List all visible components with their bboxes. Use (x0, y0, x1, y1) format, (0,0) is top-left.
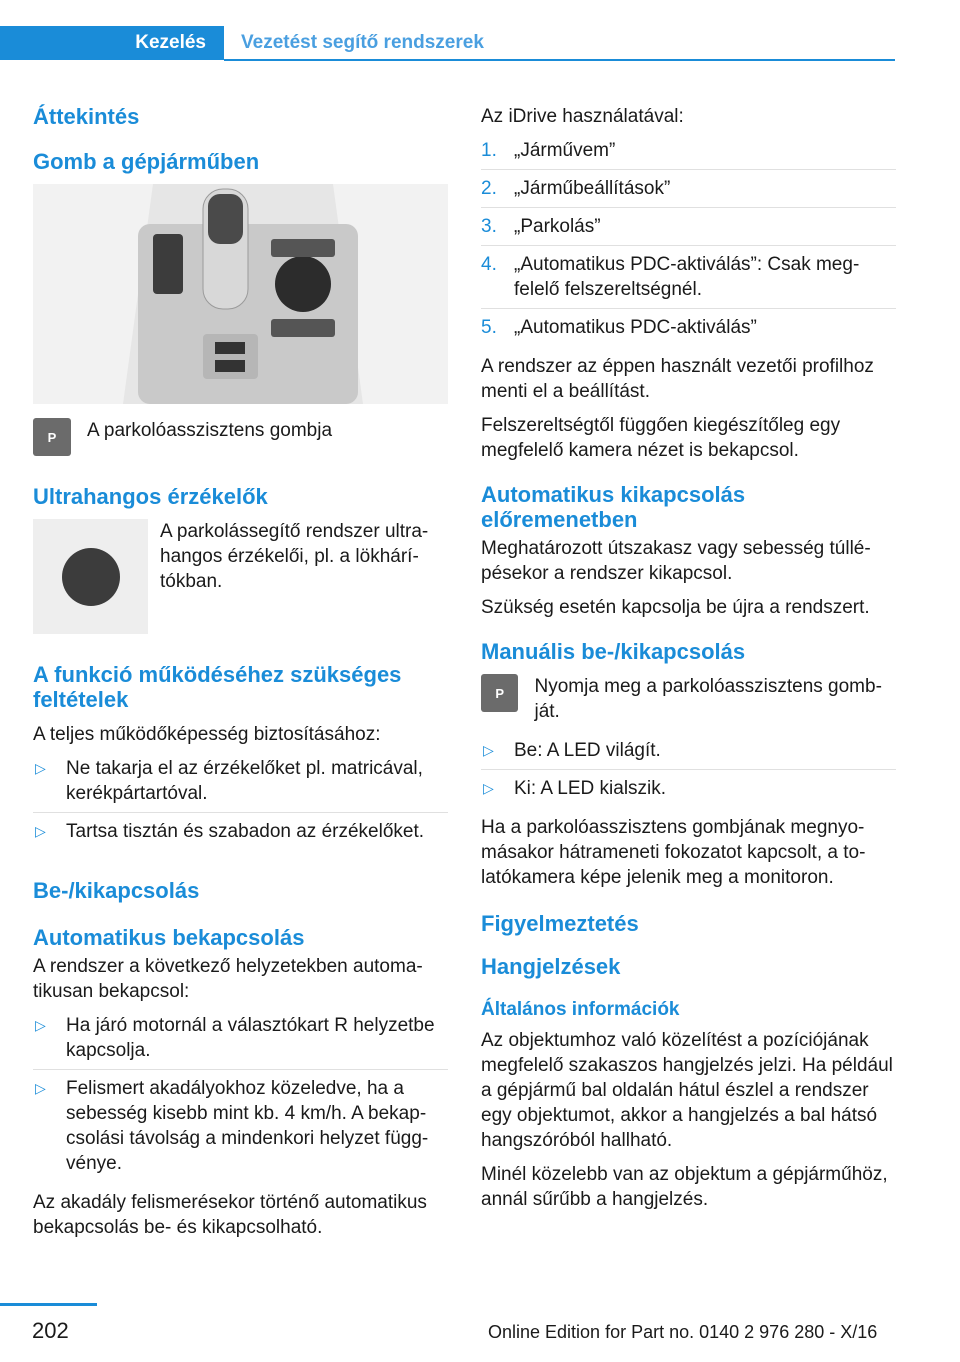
list-item: ▷ Tartsa tisztán és szabadon az érzékelőket. (35, 821, 425, 842)
heading-warning: Figyelmeztetés (481, 911, 639, 936)
sensors-text: A parkolássegítő rendszer ultrahangos érzékelői, pl. a lökhárítókban. (160, 521, 429, 592)
heading-onoff: Be-/kikapcsolás (33, 878, 200, 903)
heading-manual: Manuális be-/kikapcsolás (481, 639, 746, 664)
auto-off-text-2: Szükség esetén kapcsolja be újra a rendszert. (481, 597, 870, 618)
conditions-intro: A teljes működőképesség biztosításához: (33, 724, 381, 745)
list-item: 2. „Járműbeállítások” (481, 176, 896, 208)
auto-on-outro: Az akadály felismerésekor történő automatikus bekapcsolás be- és kikapcsolható. (33, 1192, 427, 1238)
parking-assist-icon: P (481, 674, 518, 712)
list-item: 3. „Parkolás” (481, 214, 896, 246)
list-item: ▷ Ha járó motornál a választókart R helyzetbe kapcsolja. (33, 1013, 448, 1070)
list-item: 1. „Járművem” (481, 138, 896, 170)
heading-overview: Áttekintés (33, 104, 140, 129)
heading-sound: Hangjelzések (481, 954, 621, 979)
manual-row (481, 674, 896, 724)
reverse-text: Ha a parkolóasszisztens gombjának megnyomásakor hátrameneti fokozatot kapcsolt, a tolatókamera képe jelenik meg a monitoron. (481, 817, 866, 888)
idrive-steps (481, 138, 896, 346)
footer-divider (0, 1303, 97, 1306)
conditions-list (33, 756, 448, 850)
tab-kezeles[interactable]: Kezelés (0, 26, 224, 60)
general-text-2: Minél közelebb van az objektum a gépjárműhöz, annál sűrűbb a hangjelzés. (481, 1164, 888, 1210)
left-column (33, 96, 448, 1249)
auto-off-text-1: Meghatározott útszakasz vagy sebesség túllépésekor a rendszer kikapcsol. (481, 538, 871, 584)
heading-conditions: A funkció működéséhez szükséges feltételek (33, 662, 402, 712)
heading-auto-on: Automatikus bekapcsolás (33, 925, 305, 950)
button-caption-row (33, 418, 448, 456)
triangle-bullet-icon: ▷ (35, 823, 46, 839)
sensor-block (33, 519, 448, 634)
triangle-bullet-icon: ▷ (483, 780, 494, 796)
auto-on-intro: A rendszer a következő helyzetekben automatikusan bekapcsol: (33, 956, 423, 1002)
page-number: 202 (32, 1318, 69, 1343)
general-text-1: Az objektumhoz való közelítést a pozíciójának megfelelő szakaszos hangjelzés jelzi. Ha például a gépjármű bal oldalán hátul észlel a rendszer egy objektumot, akkor a hangjelzés a bal hátsó hangszóróból hallható. (481, 1030, 893, 1151)
button-caption: A parkolóasszisztens gombja (87, 420, 333, 441)
heading-general: Általános információk (481, 999, 680, 1020)
header-divider (224, 59, 895, 61)
parking-assist-icon: P (33, 418, 71, 456)
triangle-bullet-icon: ▷ (35, 1080, 46, 1096)
idrive-intro: Az iDrive használatával: (481, 106, 684, 127)
heading-button: Gomb a gépjárműben (33, 149, 260, 174)
list-item: 4. „Automatikus PDC-aktiválás”: Csak megfelelő felszereltségnél. (481, 252, 896, 309)
edition-text: Online Edition for Part no. 0140 2 976 280 - X/16 (488, 1322, 878, 1342)
triangle-bullet-icon: ▷ (35, 1017, 46, 1033)
right-column (481, 96, 896, 1221)
list-item: ▷ Be: A LED világít. (481, 738, 896, 770)
profile-text: A rendszer az éppen használt vezetői profilhoz menti el a beállítást. (481, 356, 874, 402)
triangle-bullet-icon: ▷ (35, 760, 46, 776)
list-item: ▷ Ne takarja el az érzékelőket pl. matricával, kerékpártartóval. (33, 756, 448, 813)
list-item: ▷ Ki: A LED kialszik. (483, 778, 667, 799)
list-item: ▷ Felismert akadályokhoz közeledve, ha a sebesség kisebb mint kb. 4 km/h. A bekapcsolási távolság a mindenkori helyzet függvénye. (35, 1078, 429, 1174)
sensor-dot-icon (62, 548, 120, 606)
triangle-bullet-icon: ▷ (483, 742, 494, 758)
page-header (0, 26, 895, 62)
list-item: 5. „Automatikus PDC-aktiválás” (481, 317, 757, 338)
sensor-image (33, 519, 148, 634)
heading-sensors: Ultrahangos érzékelők (33, 484, 268, 509)
tab-driving-assist[interactable]: Vezetést segítő rendszerek (241, 32, 484, 53)
camera-text: Felszereltségtől függően kiegészítőleg egy megfelelő kamera nézet is bekapcsol. (481, 415, 841, 461)
manual-text: Nyomja meg a parkolóasszisztens gombját. (534, 676, 882, 722)
console-photo (33, 184, 448, 404)
manual-list (481, 738, 896, 807)
heading-auto-off: Automatikus kikapcsolás előremenetben (481, 482, 746, 532)
auto-on-list (33, 1013, 448, 1182)
